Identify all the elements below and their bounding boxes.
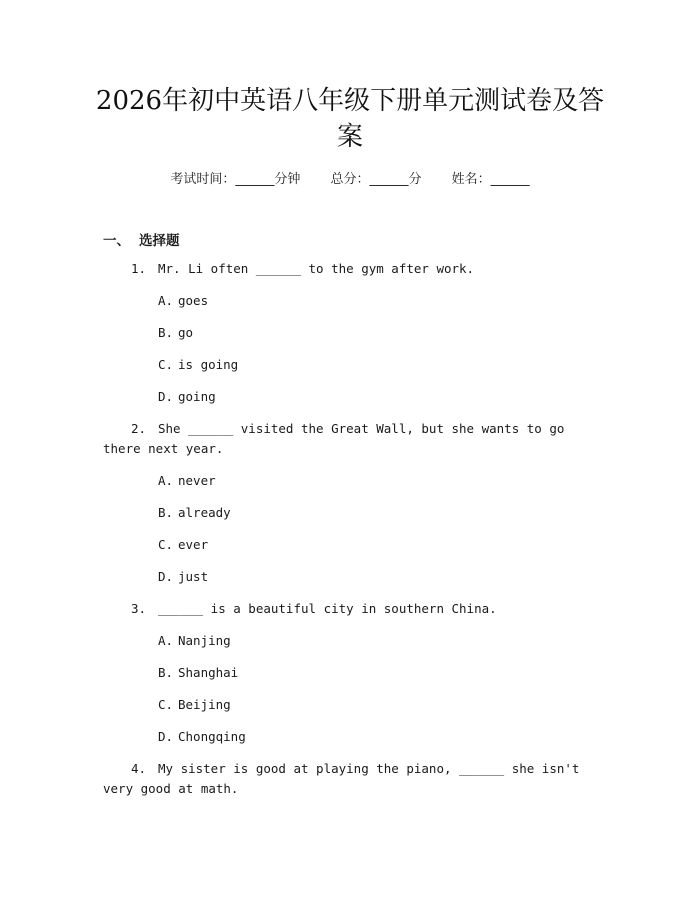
option-letter: B.	[158, 325, 174, 340]
question-3-option-b	[158, 663, 238, 683]
score-unit: 分	[408, 172, 422, 187]
section-heading	[103, 229, 180, 249]
option-letter: A.	[158, 473, 174, 488]
question-1-option-a	[158, 291, 208, 311]
exam-info-bar	[0, 168, 700, 187]
question-3-option-c	[158, 695, 231, 715]
option-text: already	[178, 505, 231, 520]
option-letter: D.	[158, 389, 174, 404]
option-text: never	[178, 473, 216, 488]
score-label: 总分：	[330, 172, 370, 187]
option-text: ever	[178, 537, 209, 552]
question-2-option-a	[158, 471, 216, 491]
question-text: ______ is a beautiful city in southern China.	[158, 601, 497, 616]
section-number: 一、	[103, 233, 130, 249]
option-letter: D.	[158, 729, 174, 744]
question-2	[103, 419, 583, 459]
option-text: Chongqing	[178, 729, 246, 744]
question-3-option-a	[158, 631, 231, 651]
option-text: just	[178, 569, 209, 584]
question-2-option-d	[158, 567, 208, 587]
option-text: goes	[178, 293, 209, 308]
name-label: 姓名：	[451, 172, 491, 187]
time-label: 考试时间：	[170, 172, 236, 187]
page-title-line-2: 案	[336, 122, 363, 152]
option-letter: D.	[158, 569, 174, 584]
option-text: Beijing	[178, 697, 231, 712]
question-number: 3.	[131, 601, 147, 616]
name-blank: ______	[490, 172, 530, 187]
question-3	[103, 599, 583, 619]
option-text: going	[178, 389, 216, 404]
time-unit: 分钟	[274, 172, 301, 187]
question-number: 2.	[131, 421, 147, 436]
option-letter: B.	[158, 665, 174, 680]
question-1	[103, 259, 583, 279]
question-text: My sister is good at playing the piano, ______ she isn't very good at math.	[103, 761, 580, 796]
time-blank: ______	[235, 172, 275, 187]
option-letter: A.	[158, 293, 174, 308]
option-text: is going	[178, 357, 239, 372]
option-letter: C.	[158, 357, 174, 372]
option-text: go	[178, 325, 194, 340]
question-3-option-d	[158, 727, 246, 747]
option-text: Shanghai	[178, 665, 239, 680]
question-number: 4.	[131, 761, 147, 776]
option-letter: B.	[158, 505, 174, 520]
score-blank: ______	[369, 172, 409, 187]
question-2-option-c	[158, 535, 208, 555]
question-text: She ______ visited the Great Wall, but she wants to go there next year.	[103, 421, 565, 456]
question-1-option-c	[158, 355, 238, 375]
question-4	[103, 759, 583, 799]
question-1-option-b	[158, 323, 193, 343]
section-title: 选择题	[139, 233, 180, 249]
option-letter: C.	[158, 537, 174, 552]
option-text: Nanjing	[178, 633, 231, 648]
question-number: 1.	[131, 261, 147, 276]
option-letter: A.	[158, 633, 174, 648]
page-title-line-1: 2026年初中英语八年级下册单元测试卷及答	[95, 86, 605, 116]
question-2-option-b	[158, 503, 231, 523]
question-1-option-d	[158, 387, 216, 407]
option-letter: C.	[158, 697, 174, 712]
question-text: Mr. Li often ______ to the gym after work.	[158, 261, 475, 276]
